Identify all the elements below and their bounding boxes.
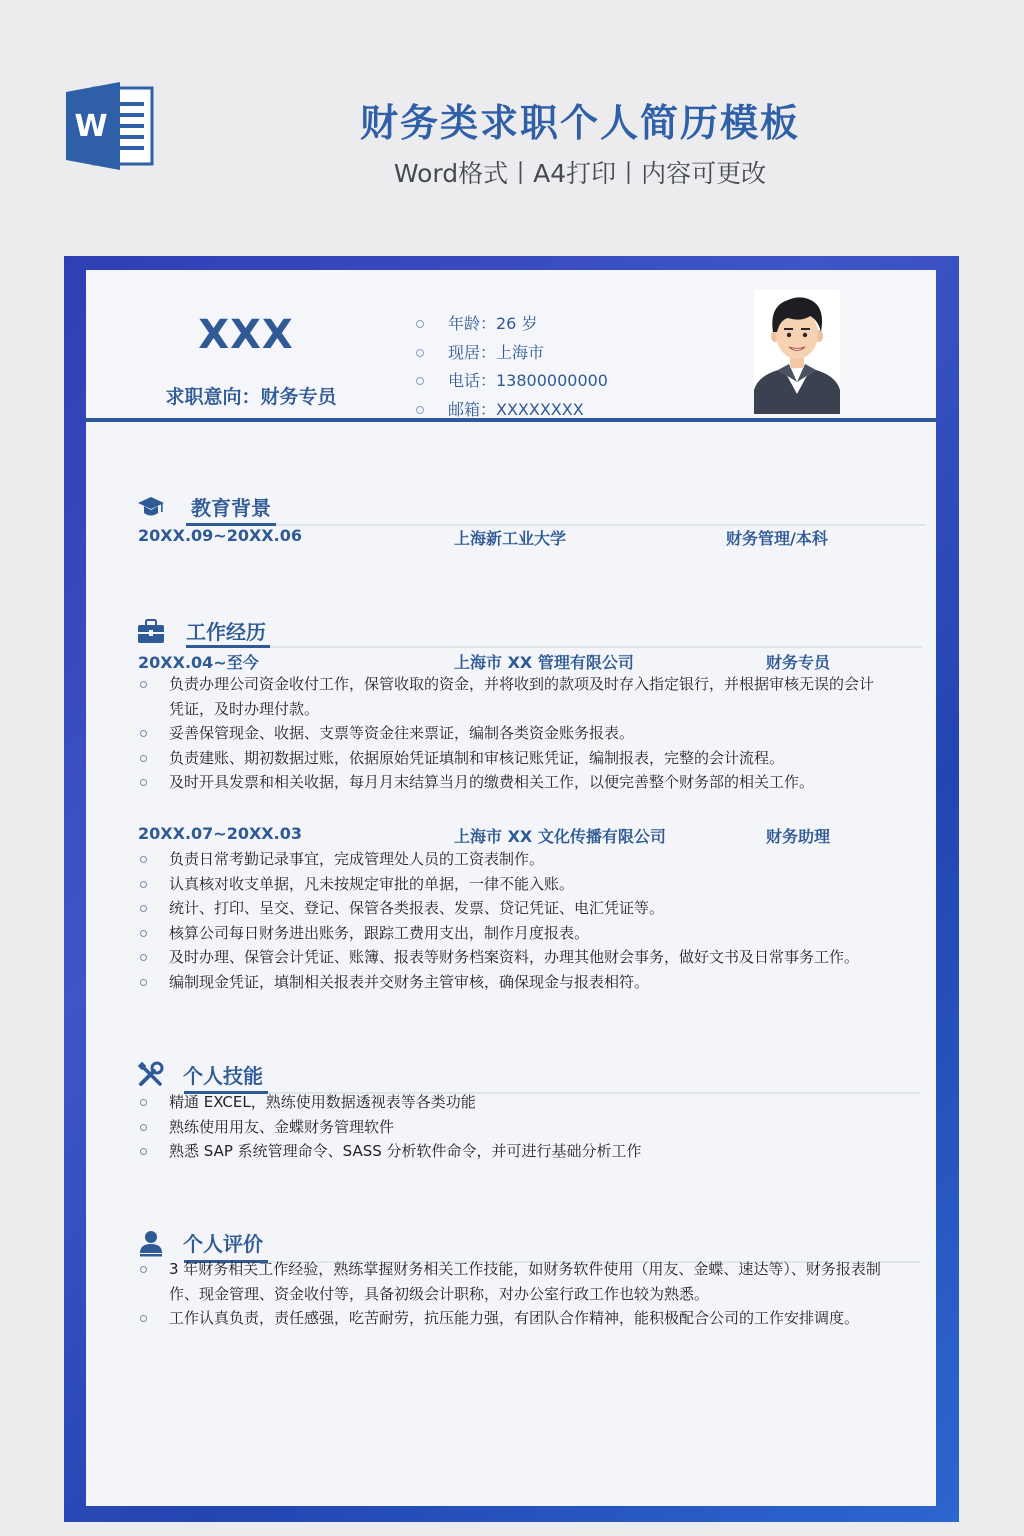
- duty-text: 负责日常考勤记录事宜，完成管理处人员的工资表制作。: [169, 850, 545, 868]
- job-position: 财务专员: [766, 653, 831, 672]
- bullet-icon: [140, 1315, 147, 1322]
- evaluation-text: 3 年财务相关工作经验，熟练掌握财务相关工作技能，如财务软件使用（用友、金蝶、速达等）、财务报表制作、现金管理、资金收付等，具备初级会计职称，对办公室行政工作也较为熟悉。: [169, 1260, 881, 1303]
- candidate-name: XXX: [198, 312, 294, 358]
- word-logo-letter: W: [74, 109, 108, 144]
- job-row: [138, 650, 838, 674]
- list-item: [138, 945, 888, 970]
- job-row: [138, 824, 838, 848]
- bullet-icon: [140, 881, 147, 888]
- bullet-icon: [416, 349, 424, 357]
- list-item: [138, 1306, 888, 1331]
- job-position: 财务助理: [766, 827, 831, 846]
- info-email: [416, 396, 608, 425]
- list-item: [138, 896, 888, 921]
- education-period: 20XX.09~20XX.06: [138, 526, 302, 545]
- list-item: [138, 1139, 888, 1164]
- education-row: [138, 526, 838, 550]
- evaluation-list: [138, 1257, 888, 1331]
- info-age: [416, 310, 608, 339]
- evaluation-title: 个人评价: [183, 1232, 263, 1256]
- bullet-icon: [140, 1099, 147, 1106]
- list-item: [138, 970, 888, 995]
- avatar: [754, 290, 840, 414]
- list-item: [138, 672, 888, 721]
- list-item: [138, 721, 888, 746]
- job-period: 20XX.07~20XX.03: [138, 824, 302, 843]
- bullet-icon: [140, 930, 147, 937]
- list-item: [138, 921, 888, 946]
- resume-frame: [64, 256, 959, 1522]
- template-title: 财务类求职个人简历模板: [359, 101, 800, 145]
- work-title: 工作经历: [186, 620, 266, 644]
- bullet-icon: [140, 1148, 147, 1155]
- bullet-icon: [140, 681, 147, 688]
- info-residence: [416, 339, 608, 368]
- duty-text: 统计、打印、呈交、登记、保管各类报表、发票、贷记凭证、电汇凭证等。: [169, 899, 665, 917]
- education-school: 上海新工业大学: [454, 529, 567, 548]
- job-duty-list: [138, 847, 888, 994]
- duty-text: 及时开具发票和相关收据，每月月末结算当月的缴费相关工作，以便完善整个财务部的相关工作。: [169, 773, 815, 791]
- list-item: [138, 746, 888, 771]
- education-major: 财务管理/本科: [726, 529, 828, 548]
- person-icon: [136, 1228, 166, 1258]
- education-section-header: [136, 488, 886, 528]
- skill-text: 熟悉 SAP 系统管理命令、SASS 分析软件命令，并可进行基础分析工作: [169, 1142, 642, 1160]
- job-period: 20XX.04~至今: [138, 653, 259, 672]
- bullet-icon: [416, 406, 424, 414]
- bullet-icon: [140, 1124, 147, 1131]
- resume-header: [86, 270, 936, 422]
- skills-list: [138, 1090, 888, 1164]
- work-section-header: [136, 612, 886, 652]
- bullet-icon: [140, 779, 147, 786]
- bullet-icon: [140, 856, 147, 863]
- duty-text: 妥善保管现金、收据、支票等资金往来票证，编制各类资金账务报表。: [169, 724, 635, 742]
- education-title: 教育背景: [191, 496, 271, 520]
- job-duty-list: [138, 672, 888, 795]
- section-title-underline: [186, 645, 270, 648]
- briefcase-icon: [136, 616, 166, 646]
- info-phone-text: 电话：13800000000: [448, 371, 608, 390]
- word-icon: [64, 82, 156, 170]
- list-item: [138, 1257, 888, 1306]
- section-divider: [186, 646, 922, 648]
- resume-paper: [86, 270, 936, 1506]
- duty-text: 编制现金凭证，填制相关报表并交财务主管审核，确保现金与报表相符。: [169, 972, 650, 991]
- duty-text: 及时办理、保管会计凭证、账簿、报表等财务档案资料，办理其他财会事务，做好文书及日常事务工作。: [169, 948, 860, 966]
- bullet-icon: [140, 979, 147, 986]
- skill-text: 熟练使用用友、金蝶财务管理软件: [169, 1117, 395, 1136]
- job-company: 上海市 XX 文化传播有限公司: [454, 827, 666, 846]
- list-item: [138, 872, 888, 897]
- duty-text: 认真核对收支单据，凡未按规定审批的单据，一律不能入账。: [169, 874, 575, 893]
- skills-title: 个人技能: [183, 1064, 263, 1088]
- bullet-icon: [140, 905, 147, 912]
- info-phone: [416, 367, 608, 396]
- duty-text: 负责建账、期初数据过账，依据原始凭证填制和审核记账凭证，编制报表，完整的会计流程。: [169, 748, 785, 767]
- skill-text: 精通 EXCEL，熟练使用数据透视表等各类功能: [169, 1093, 476, 1111]
- list-item: [138, 770, 888, 795]
- duty-text: 负责办理公司资金收付工作，保管收取的资金，并将收到的款项及时存入指定银行，并根据审核无误的会计凭证，及时办理付款。: [169, 675, 875, 718]
- info-age-text: 年龄：26 岁: [448, 314, 538, 333]
- list-item: [138, 1115, 888, 1140]
- duty-text: 核算公司每日财务进出账务，跟踪工费用支出，制作月度报表。: [169, 923, 590, 942]
- bullet-icon: [140, 1266, 147, 1273]
- personal-info-list: [416, 310, 608, 424]
- info-residence-text: 现居：上海市: [448, 342, 545, 362]
- bullet-icon: [416, 320, 424, 328]
- evaluation-text: 工作认真负责，责任感强，吃苦耐劳，抗压能力强，有团队合作精神，能积极配合公司的工作安排调度。: [169, 1309, 860, 1327]
- bullet-icon: [140, 730, 147, 737]
- bullet-icon: [140, 954, 147, 961]
- list-item: [138, 847, 888, 872]
- bullet-icon: [140, 755, 147, 762]
- bullet-icon: [416, 377, 424, 385]
- tools-icon: [136, 1060, 166, 1090]
- job-company: 上海市 XX 管理有限公司: [454, 653, 634, 672]
- job-intent: 求职意向：财务专员: [165, 386, 337, 408]
- info-email-text: 邮箱：XXXXXXXX: [448, 399, 584, 419]
- graduation-cap-icon: [136, 492, 166, 522]
- template-subtitle: Word格式丨A4打印丨内容可更改: [393, 159, 767, 188]
- list-item: [138, 1090, 888, 1115]
